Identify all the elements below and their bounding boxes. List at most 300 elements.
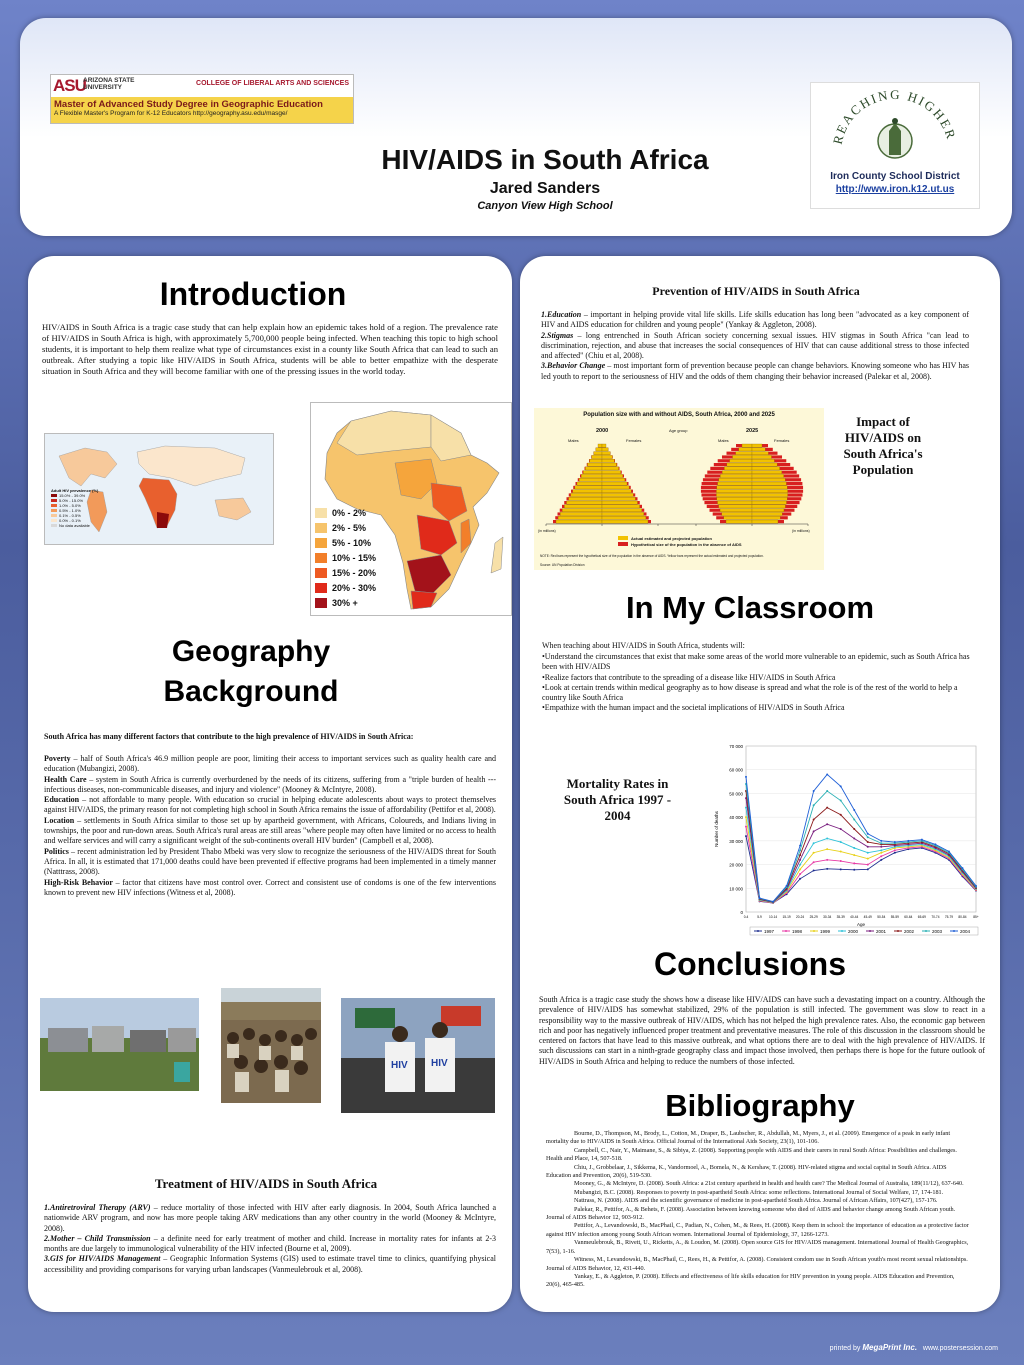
treatment-item bbox=[44, 1254, 496, 1275]
pyramid-actual-bar bbox=[602, 482, 627, 485]
geo-factor-item bbox=[44, 816, 496, 847]
pyramid-actual-bar bbox=[752, 452, 768, 455]
data-point-1998 bbox=[799, 873, 801, 875]
district-name: Iron County School District bbox=[830, 171, 960, 182]
pyramid-legend-hypothetical bbox=[618, 542, 742, 548]
pyramid-actual-bar bbox=[752, 455, 771, 458]
data-point-2001 bbox=[813, 830, 815, 832]
world-legend-item: 0.1% - 0.5% bbox=[51, 513, 98, 518]
pyramid-actual-bar bbox=[588, 463, 603, 466]
geo-factor-list bbox=[44, 754, 496, 898]
y-tick-label: 60 000 bbox=[729, 767, 743, 773]
asu-mark: ASU bbox=[53, 76, 86, 95]
data-point-2003 bbox=[799, 849, 801, 851]
svg-text:HIV: HIV bbox=[431, 1058, 448, 1069]
legend-label-2001: 2001 bbox=[876, 929, 887, 934]
legend-label-2000: 2000 bbox=[848, 929, 859, 934]
legend-label-1997: 1997 bbox=[764, 929, 775, 934]
data-point-1998 bbox=[880, 855, 882, 857]
data-point-1999 bbox=[826, 848, 828, 850]
asu-name bbox=[83, 77, 135, 91]
pyramid-age-label: Age group bbox=[669, 428, 688, 433]
y-tick-label: 30 000 bbox=[729, 838, 743, 844]
geo-factor-desc: – system in South Africa is currently overburdened by the needs of its citizens, suffering from a "triple burden of health --- infectious diseases, non-communicable diseases, and injury and violence" (Mooney & McIntyre, 2008). bbox=[44, 774, 496, 794]
treatment-item bbox=[44, 1234, 496, 1255]
legend-marker-1999 bbox=[813, 930, 815, 932]
data-point-2000 bbox=[745, 807, 747, 809]
pyramid-actual-bar bbox=[560, 512, 602, 515]
geo-factor-term: High-Risk Behavior bbox=[44, 877, 113, 887]
prevention-desc: – most important form of prevention because people can change behaviors. Knowing someone who has HIV has led youth to report to the seriousness of HIV and the odds of them changing their behavior increased (Palekar et al, 2008). bbox=[541, 361, 969, 381]
geo-factor-desc: – not affordable to many people. With education so crucial in helping educate adolescents about ways to protect themselves against HIV/AIDS, the primary reason for not completing high school in South Africa remains the issue of affordability (Pettifor et al, 2008). bbox=[44, 795, 496, 815]
data-point-2001 bbox=[840, 828, 842, 830]
asu-college: COLLEGE OF LIBERAL ARTS AND SCIENCES bbox=[196, 80, 349, 87]
data-point-1997 bbox=[799, 878, 801, 880]
africa-legend-item: 10% - 15% bbox=[315, 550, 376, 565]
data-point-2001 bbox=[826, 823, 828, 825]
pyramid-note: NOTE: Red bars represent the hypothetical size of the population in the absence of AIDS. Yellow bars represent the actual estimated and projected population. bbox=[540, 554, 764, 558]
header-panel bbox=[20, 18, 1012, 236]
asu-program: Master of Advanced Study Degree in Geographic Education bbox=[54, 99, 323, 110]
legend-marker-2000 bbox=[841, 930, 843, 932]
data-point-2003 bbox=[880, 842, 882, 844]
poster-title: HIV/AIDS in South Africa bbox=[381, 144, 709, 175]
legend-marker-1997 bbox=[757, 930, 759, 932]
data-point-2000 bbox=[840, 841, 842, 843]
data-point-1997 bbox=[826, 868, 828, 870]
geo-factor-desc: – recent administration led by President Thabo Mbeki was very slow to recognize the seriousness of the HIV/AIDS threat for South Africa. In all, it is estimated that 171,000 deaths could have been prevented if effective programs had been implemented in a timely manner (Natttrass, 2008). bbox=[44, 846, 496, 877]
intro-text: HIV/AIDS in South Africa is a tragic case study that can help explain how an epidemic takes hold of a region. The prevalence rate of HIV/AIDS in South Africa is high, with approximately 5,700,000 people being infected. When teaching this topic to high school students, it is important to help them realize what type of circumstances exist in a county like South Africa that can lead to such an outbreak. After studying a topic like HIV/AIDS in South Africa, students will be able to better empathize with the desperate situation in South Africa and they will become familiar with one of the pressing issues in the world today. bbox=[42, 322, 498, 376]
legend-marker-2001 bbox=[869, 930, 871, 932]
data-point-1999 bbox=[799, 868, 801, 870]
y-tick-label: 0 bbox=[740, 910, 743, 915]
data-point-2000 bbox=[813, 842, 815, 844]
pyramid-actual-bar bbox=[602, 486, 629, 489]
bibliography-entry: Yankay, E., & Aggleton, P. (2008). Effects and effectiveness of life skills education for HIV prevention in young people. AIDS Education and Prevention, 20(6), 465-485. bbox=[546, 1272, 955, 1289]
africa-legend-item: 30% + bbox=[315, 595, 376, 610]
data-point-1998 bbox=[745, 826, 747, 828]
classroom-bullet: •Empathize with the human impact and the societal implications of HIV/AIDS in South Africa bbox=[542, 703, 845, 713]
y-tick-label: 70 000 bbox=[729, 744, 743, 749]
world-legend-title: Adult HIV prevalence (%) bbox=[51, 488, 99, 493]
world-legend-item: 0.5% - 1.0% bbox=[51, 508, 98, 513]
bibliography-heading: Bibliography bbox=[665, 1088, 855, 1123]
pyramid-actual-bar bbox=[730, 459, 752, 462]
geo-factor-term: Location bbox=[44, 815, 75, 825]
data-point-2001 bbox=[880, 846, 882, 848]
classroom-bullet: •Understand the circumstances that exist that make some areas of the world more vulnerable to an epidemic, such as South Africa has been with HIV/AIDS bbox=[542, 652, 970, 672]
prevention-term: 2.Stigmas bbox=[541, 330, 574, 340]
pyramid-actual-bar bbox=[602, 490, 631, 493]
data-point-2004 bbox=[880, 840, 882, 842]
africa-map-legend bbox=[315, 505, 376, 610]
pyramid-females-right: Females bbox=[774, 438, 790, 443]
pyramid-actual-bar bbox=[602, 501, 638, 504]
x-tick-label: 70-74 bbox=[931, 915, 940, 919]
pyramid-year-left: 2000 bbox=[596, 428, 609, 434]
pyramid-legend bbox=[618, 536, 742, 548]
pyramid-actual-bar bbox=[733, 455, 752, 458]
pyramid-actual-bar bbox=[573, 490, 602, 493]
data-point-2003 bbox=[853, 819, 855, 821]
pyramid-actual-bar bbox=[602, 505, 640, 508]
x-tick-label: 55-59 bbox=[890, 915, 899, 919]
legend-marker-2004 bbox=[953, 930, 955, 932]
world-legend-item: No data available bbox=[51, 523, 98, 528]
classroom-bullet: •Look at certain trends within medical geography as to how disease is spread and what the role is of the rest of the world to help a country like South Africa bbox=[542, 682, 958, 703]
pyramid-actual-bar bbox=[718, 501, 752, 504]
x-tick-label: 65-69 bbox=[917, 915, 926, 919]
pyramid-actual-bar bbox=[752, 486, 787, 489]
pyramid-actual-bar bbox=[742, 444, 752, 447]
crowd-photo-graphic bbox=[221, 988, 321, 1103]
bibliography-entry: Vanmeulebrouk, B., Rivett, U., Ricketts, A., & Loudon, M. (2008). Open source GIS for HIV/AIDS management. International Journal of Health Geographics, 7(53), 1-16. bbox=[546, 1239, 969, 1255]
data-point-2002 bbox=[813, 819, 815, 821]
asu-tagline: A Flexible Master's Program for K-12 Educators http://geography.asu.edu/masge/ bbox=[54, 110, 288, 117]
pyramid-actual-bar bbox=[602, 467, 619, 470]
bibliography-entry: Witness, M., Levandowski, B., MacPhail, C., Rees, H., & Pettifor, A. (2008). Consistent condom use in South African youth's most recent sexual relationships. Journal of AIDS Behavior, 12, 431-440. bbox=[546, 1256, 968, 1272]
data-point-2002 bbox=[826, 807, 828, 809]
data-point-2000 bbox=[799, 864, 801, 866]
asu-logo bbox=[50, 74, 354, 124]
pyramid-actual-bar bbox=[596, 448, 602, 451]
geo-factor-item bbox=[44, 878, 496, 899]
data-point-1999 bbox=[840, 851, 842, 853]
pyramid-actual-bar bbox=[602, 512, 644, 515]
data-point-1999 bbox=[745, 816, 747, 818]
data-point-1997 bbox=[745, 835, 747, 837]
x-tick-label: 15-19 bbox=[782, 915, 791, 919]
prevention-desc: – long entrenched in South African society concerning sexual issues. HIV stigmas in South Africa "can lead to discrimination, rejection, and abuse that increases the social consequences of HIV that can cause additional stress to those infected and affected" (Chiu et al, 2008). bbox=[541, 330, 969, 361]
africa-legend-item: 0% - 2% bbox=[315, 505, 376, 520]
pyramid-actual-bar bbox=[718, 482, 752, 485]
prevention-item bbox=[541, 361, 969, 382]
africa-legend-item: 15% - 20% bbox=[315, 565, 376, 580]
treatment-desc: – reduce mortality of those infected with HIV after early diagnosis. In 2004, South Africa launched a nationwide ARV program, and now has more people taking ARV medications than any other country in the world (Mooney & McIntyre, 2008). bbox=[44, 1203, 496, 1233]
bibliography-entry: Mubangizi, B.C. (2008). Responses to poverty in post-apartheid South Africa: some reflections. International Journal of Social Welfare, 17, 174-181. bbox=[574, 1188, 944, 1196]
hiv-positive-rally-photo bbox=[341, 998, 495, 1113]
pyramid-actual-bar bbox=[752, 474, 784, 477]
pyramid-actual-bar bbox=[752, 459, 774, 462]
world-legend-item: 0.0% - 0.1% bbox=[51, 518, 98, 523]
x-tick-label: 85+ bbox=[973, 915, 979, 919]
pyramid-actual-bar bbox=[569, 497, 602, 500]
treatment-item bbox=[44, 1203, 496, 1234]
township-photo-graphic bbox=[40, 998, 199, 1091]
svg-text:HIV: HIV bbox=[391, 1060, 408, 1071]
pyramid-actual-bar bbox=[602, 448, 608, 451]
data-point-2004 bbox=[867, 833, 869, 835]
bibliography-entry: Mooney, G., & McIntyre, D. (2008). South Africa: a 21st century apartheid in health and health care? The Medical Journal of Australia, 189(11/12), 637-640. bbox=[574, 1180, 964, 1188]
pyramid-actual-bar bbox=[752, 497, 787, 500]
x-tick-label: 50-54 bbox=[877, 915, 886, 919]
pyramid-actual-bar bbox=[567, 501, 603, 504]
pyramid-actual-bar bbox=[577, 482, 602, 485]
treatment-list bbox=[44, 1203, 496, 1275]
x-tick-label: 20-24 bbox=[796, 915, 805, 919]
data-point-1997 bbox=[867, 868, 869, 870]
prevention-item bbox=[541, 310, 969, 331]
pyramid-males-left: Males bbox=[568, 438, 579, 443]
data-point-2004 bbox=[759, 897, 761, 899]
treatment-desc: – a definite need for early treatment of mother and child. Increase in mortality rates for infants at 2-3 months are due largely to immunological vulnerability of the HIV infected (Bourne et al, 2009). bbox=[44, 1233, 496, 1254]
geo-factor-item bbox=[44, 795, 496, 816]
bibliography-entry: Chiu, J., Grobbelaar, J., Sikkema, K., Vandormoel, A., Bomela, N., & Kershaw, T. (2008). HIV-related stigma and social capital in South Africa. AIDS Education and Prevention, 20(6), 519-530. bbox=[546, 1163, 947, 1180]
asu-name-line2: UNIVERSITY bbox=[83, 84, 123, 91]
pyramid-actual-bar bbox=[716, 490, 752, 493]
world-legend-items bbox=[51, 493, 98, 528]
prevention-term: 3.Behavior Change bbox=[541, 361, 606, 371]
pyramid-actual-bar bbox=[716, 493, 752, 496]
data-point-2004 bbox=[745, 776, 747, 778]
pyramid-actual-bar bbox=[752, 448, 765, 451]
rally-photo-graphic bbox=[341, 998, 495, 1113]
data-point-1998 bbox=[853, 862, 855, 864]
pyramid-actual-bar bbox=[602, 493, 633, 496]
treatment-desc: – Geographic Information Systems (GIS) used to estimate travel time to clinics, quantifying physical accessibility and providing comparisons for varying urban landscapes (Vanmeulebrouk et al, 2008). bbox=[44, 1254, 497, 1274]
pyramid-actual-bar bbox=[752, 512, 782, 515]
data-point-2001 bbox=[799, 859, 801, 861]
geo-factor-term: Politics bbox=[44, 846, 69, 856]
pyramid-males-right: Males bbox=[718, 438, 729, 443]
mortality-chart-svg bbox=[708, 740, 983, 942]
footer-site[interactable]: www.postersession.com bbox=[922, 1345, 998, 1352]
legend-label-1999: 1999 bbox=[820, 929, 831, 934]
pyramid-actual-bar bbox=[571, 493, 602, 496]
data-point-2004 bbox=[813, 790, 815, 792]
pyramid-actual-bar bbox=[602, 452, 610, 455]
classroom-heading: In My Classroom bbox=[625, 590, 875, 625]
pyramid-actual-bar bbox=[722, 471, 752, 474]
title-block bbox=[230, 144, 860, 212]
asu-name-line1: ARIZONA STATE bbox=[83, 77, 135, 84]
conclusions-text: South Africa is a tragic case study the shows how a disease like HIV/AIDS can have such a devastating impact on a country. Although the prevalence of HIV/AIDS has somewhat stabilized, 29% of the population is still infected. The government was slow to react in a responsibility way to the massive outbreak of HIV/AIDS, which has not helped the high prevalence rates. Also, the economic gap between rich and poor has negatively influenced proper treatment and preventative measures. The role of this discussion in the classroom should be centered on factors that have lead to this massive outbreak, and what options there are to deal with the high prevalence of HIV/AIDS. If such discussions can start in a ninth-grade geography class and impact those involved, then perhaps there is hope for the future outlook of HIV/AIDS in South Africa and helping to reduce the numbers of those infected. bbox=[539, 995, 985, 1066]
data-point-1999 bbox=[853, 854, 855, 856]
pyramid-actual-bar bbox=[752, 471, 782, 474]
world-map-legend bbox=[51, 488, 98, 528]
data-point-2004 bbox=[772, 901, 774, 903]
data-point-1997 bbox=[894, 852, 896, 854]
y-axis-label: Number of deaths bbox=[714, 811, 719, 847]
data-point-2002 bbox=[840, 814, 842, 816]
data-point-2004 bbox=[934, 843, 936, 845]
data-point-2003 bbox=[867, 836, 869, 838]
mortality-caption: Mortality Rates in South Africa 1997 - 2004 bbox=[563, 776, 672, 823]
treatment-term: 1.Antiretroviral Therapy (ARV) bbox=[44, 1203, 151, 1212]
prevention-item bbox=[541, 331, 969, 362]
pyramid-units-right: (in millions) bbox=[792, 529, 810, 533]
world-prevalence-map bbox=[44, 433, 274, 545]
geo-heading-line1: Geography bbox=[171, 635, 331, 668]
treatment-heading: Treatment of HIV/AIDS in South Africa bbox=[154, 1176, 378, 1191]
data-point-1998 bbox=[894, 849, 896, 851]
pyramid-caption: Impact of HIV/AIDS on South Africa's Population bbox=[843, 414, 923, 477]
author-name: Jared Sanders bbox=[489, 180, 601, 197]
pyramid-actual-bar bbox=[752, 444, 762, 447]
population-pyramid-figure bbox=[534, 408, 824, 570]
pyramid-actual-bar bbox=[719, 478, 752, 481]
x-tick-label: 80-84 bbox=[958, 915, 967, 919]
pyramid-actual-bar bbox=[598, 444, 602, 447]
pyramid-legend-hypothetical-label: Hypothetical size of the population in the absence of AIDS bbox=[631, 542, 742, 547]
data-point-1998 bbox=[813, 861, 815, 863]
data-point-1999 bbox=[867, 858, 869, 860]
pyramid-actual-bar bbox=[602, 463, 617, 466]
school-name: Canyon View High School bbox=[477, 200, 613, 212]
pyramid-actual-bar bbox=[581, 474, 602, 477]
pyramid-actual-bar bbox=[579, 478, 602, 481]
x-tick-label: 40-44 bbox=[850, 915, 859, 919]
legend-label-1998: 1998 bbox=[792, 929, 803, 934]
township-photo bbox=[40, 998, 199, 1091]
geo-factor-item bbox=[44, 775, 496, 796]
data-point-1999 bbox=[813, 852, 815, 854]
y-tick-label: 10 000 bbox=[729, 886, 743, 892]
data-point-2004 bbox=[853, 809, 855, 811]
pyramid-females-left: Females bbox=[626, 438, 642, 443]
data-point-2002 bbox=[853, 828, 855, 830]
data-point-1998 bbox=[826, 859, 828, 861]
legend-label-2004: 2004 bbox=[960, 929, 971, 934]
pyramid-actual-bar bbox=[717, 497, 752, 500]
data-point-2004 bbox=[826, 773, 828, 775]
pyramid-actual-bar bbox=[583, 471, 602, 474]
pyramid-units-left: (in millions) bbox=[538, 529, 556, 533]
data-point-1997 bbox=[880, 859, 882, 861]
data-point-2001 bbox=[867, 846, 869, 848]
data-point-2000 bbox=[853, 847, 855, 849]
data-point-1997 bbox=[813, 870, 815, 872]
africa-legend-item: 2% - 5% bbox=[315, 520, 376, 535]
geo-factor-desc: – settlements in South Africa similar to those set up by apartheid government, with Africans, Coloureds, and Indians living in townships, the poor and run-down areas. South Africa's rural areas are still areas "where people may often have limited or no access to health and welfare services and will carry a significant weight of the sub-continents overall HIV burden" (Campbell et al, 2008). bbox=[44, 815, 496, 846]
pyramid-actual-bar bbox=[585, 467, 602, 470]
data-point-2004 bbox=[948, 851, 950, 853]
pyramid-actual-bar bbox=[752, 478, 785, 481]
footer-megaprint: MegaPrint Inc. bbox=[862, 1343, 918, 1352]
pyramid-actual-bar bbox=[726, 520, 752, 523]
geo-factor-item bbox=[44, 754, 496, 775]
reaching-higher-emblem bbox=[811, 83, 979, 173]
pyramid-actual-bar bbox=[752, 520, 778, 523]
data-point-2004 bbox=[799, 845, 801, 847]
legend-label-2003: 2003 bbox=[932, 929, 943, 934]
x-tick-label: 60-64 bbox=[904, 915, 913, 919]
bibliography-entry: Palekar, R., Pettifor, A., & Behets, F. (2008). Association between knowing someone who died of AIDS and behavior change among South African youth. Journal of AIDS Behavior 12, 903-912. bbox=[546, 1205, 956, 1222]
pyramid-actual-bar bbox=[558, 516, 602, 519]
geo-factor-item bbox=[44, 847, 496, 878]
data-point-2004 bbox=[840, 785, 842, 787]
pyramid-actual-bar bbox=[752, 505, 785, 508]
pyramid-title: Population size with and without AIDS, South Africa, 2000 and 2025 bbox=[583, 412, 775, 418]
pyramid-actual-bar bbox=[736, 452, 752, 455]
geo-heading bbox=[28, 632, 474, 712]
pyramid-actual-bar bbox=[602, 471, 621, 474]
data-point-2004 bbox=[894, 841, 896, 843]
bibliography-list bbox=[546, 1130, 970, 1290]
data-point-2004 bbox=[786, 885, 788, 887]
pyramid-actual-bar bbox=[602, 459, 614, 462]
x-tick-label: 30-34 bbox=[823, 915, 832, 919]
data-point-1998 bbox=[840, 860, 842, 862]
geo-factor-term: Education bbox=[44, 795, 80, 805]
pyramid-actual-bar bbox=[602, 516, 646, 519]
asu-program-band bbox=[51, 97, 353, 123]
pyramid-actual-bar bbox=[575, 486, 602, 489]
x-tick-label: 35-39 bbox=[836, 915, 845, 919]
pyramid-actual-bar bbox=[752, 482, 786, 485]
data-point-1997 bbox=[853, 869, 855, 871]
prevention-term: 1.Education bbox=[541, 310, 582, 319]
data-point-2004 bbox=[975, 885, 977, 887]
data-point-1999 bbox=[880, 852, 882, 854]
geo-heading-line2: Background bbox=[163, 675, 339, 708]
classroom-bullet: •Realize factors that contribute to the spreading of a disease like HIV/AIDS in South Africa bbox=[542, 672, 836, 682]
pyramid-actual-bar bbox=[739, 448, 752, 451]
legend-marker-2002 bbox=[897, 930, 899, 932]
district-logo bbox=[810, 82, 980, 209]
x-tick-label: 75-79 bbox=[944, 915, 954, 919]
classroom-bullet-list bbox=[542, 652, 976, 714]
left-column bbox=[28, 256, 512, 1312]
prevention-desc: – important in helping provide vital life skills. Life skills education has long been "advocated as a key component of HIV and AIDS education for children and young people" (Yankay & Aggleton, 2008). bbox=[541, 310, 969, 330]
data-point-2000 bbox=[880, 849, 882, 851]
crowd-photo bbox=[221, 988, 321, 1103]
geo-factor-term: Poverty bbox=[44, 754, 71, 763]
pyramid-legend-actual-label: Actual estimated and projected population bbox=[631, 536, 712, 541]
prevention-list bbox=[541, 310, 969, 382]
y-tick-label: 50 000 bbox=[729, 791, 743, 797]
pyramid-actual-bar bbox=[562, 509, 602, 512]
data-point-2000 bbox=[867, 852, 869, 854]
pyramid-actual-bar bbox=[556, 520, 602, 523]
pyramid-actual-bar bbox=[717, 486, 752, 489]
pyramid-actual-bar bbox=[724, 516, 752, 519]
pyramid-actual-bar bbox=[752, 509, 784, 512]
x-tick-label: 10-14 bbox=[768, 915, 778, 919]
data-point-2004 bbox=[961, 867, 963, 869]
pyramid-actual-bar bbox=[752, 501, 786, 504]
pyramid-actual-bar bbox=[602, 497, 635, 500]
pyramid-actual-bar bbox=[724, 467, 752, 470]
pyramid-actual-bar bbox=[720, 509, 752, 512]
pyramid-actual-bar bbox=[564, 505, 602, 508]
pyramid-actual-bar bbox=[752, 490, 788, 493]
x-tick-label: 25-29 bbox=[809, 915, 818, 919]
data-point-1998 bbox=[867, 864, 869, 866]
pyramid-actual-bar bbox=[722, 512, 752, 515]
pyramid-actual-bar bbox=[602, 455, 612, 458]
data-point-2004 bbox=[907, 840, 909, 842]
pyramid-actual-bar bbox=[590, 459, 602, 462]
world-legend-item: 15.0% - 39.0% bbox=[51, 493, 98, 498]
pyramid-actual-bar bbox=[752, 467, 780, 470]
pyramid-actual-bar bbox=[719, 505, 752, 508]
pyramid-source: Source: UN Population Division bbox=[540, 563, 585, 567]
bibliography-entry: Bourne, D., Thompson, M., Brody, L., Cotton, M., Draper, B., Laubscher, R., Abdullah, M., Myers, J., et al. (2009). Emergence of a peak in early infant mortality due to HIV/AIDS in South Africa. Official Journal of the International Aids Society, 23(1), 101-106. bbox=[546, 1130, 951, 1146]
bibliography-entry: Campbell, C., Nair, Y., Maimane, S., & Sibiya, Z. (2008). Supporting people with AIDS and their carers in rural South Africa: Possibilities and challenges. Health and Place, 14, 507-518. bbox=[546, 1146, 957, 1163]
geo-factor-desc: – factor that citizens have most control over. Correct and consistent use of condoms is one of the few interventions known to prevent new HIV infections (Witness et al, 2008). bbox=[44, 877, 496, 897]
data-point-1997 bbox=[840, 868, 842, 870]
district-link[interactable]: http://www.iron.k12.ut.us bbox=[835, 184, 955, 195]
intro-heading: Introduction bbox=[159, 276, 347, 312]
x-axis-label: Age bbox=[856, 922, 866, 927]
mortality-chart bbox=[708, 740, 983, 942]
printer-footer bbox=[830, 1343, 998, 1352]
pyramid-actual-bar bbox=[602, 474, 623, 477]
right-column bbox=[520, 256, 1000, 1312]
bibliography-entry: Nattrass, N. (2008). AIDS and the scientific governance of medicine in post-apartheid South Africa. Journal of African Affairs, 107(427), 157-176. bbox=[574, 1197, 938, 1205]
x-tick-label: 0-4 bbox=[743, 915, 749, 919]
